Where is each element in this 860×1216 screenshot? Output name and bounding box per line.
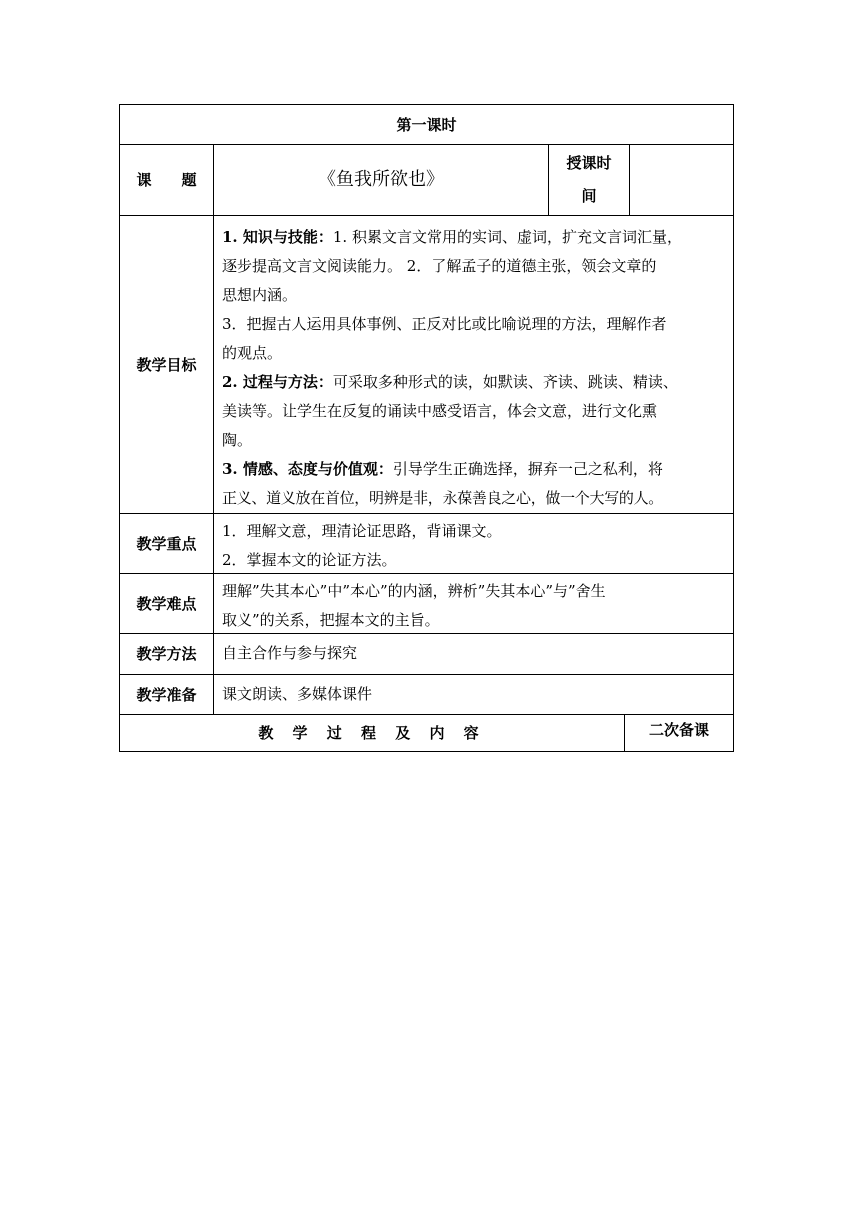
table-border xyxy=(213,144,214,714)
method-content xyxy=(222,639,730,668)
preparation-label: 教学准备 xyxy=(136,685,197,704)
difficulty-line: 理解”失其本心”中”本心”的内涵，辨析”失其本心”与”舍生 xyxy=(222,582,606,600)
table-border xyxy=(119,751,734,752)
goal-text: 正义、道义放在首位，明辨是非，永葆善良之心，做一个大写的人。 xyxy=(222,489,664,507)
goal-heading: 2. 过程与方法： xyxy=(222,373,333,391)
time-value xyxy=(630,145,733,215)
process-label: 教 学 过 程 及 内 容 xyxy=(258,724,486,742)
goal-text: 1. 积累文言文常用的实词、虚词，扩充文言词汇量， xyxy=(332,228,682,246)
goal-text: 陶。 xyxy=(222,431,253,449)
goal-text: 美读等。让学生在反复的诵读中感受语言，体会文意，进行文化熏 xyxy=(222,402,658,420)
difficulty-line: 取义”的关系，把握本文的主旨。 xyxy=(222,611,440,629)
goal-text: 引导学生正确选择，摒弃一己之私利，将 xyxy=(392,460,663,478)
key-point-line: 2．掌握本文的论证方法。 xyxy=(222,551,397,569)
goals-label: 教学目标 xyxy=(136,355,197,374)
goal-heading: 1. 知识与技能： xyxy=(222,228,333,246)
goal-text: 的观点。 xyxy=(222,344,283,362)
key-point-line: 1．理解文意，理清论证思路，背诵课文。 xyxy=(222,522,502,540)
table-border xyxy=(733,104,734,752)
key-points-content xyxy=(222,517,730,575)
goal-heading: 3. 情感、态度与价值观： xyxy=(222,460,393,478)
preparation-content xyxy=(222,680,730,709)
goal-text: 可采取多种形式的读，如默读、齐读、跳读、精读、 xyxy=(332,373,678,391)
method-value: 自主合作与参与探究 xyxy=(222,644,358,662)
goal-text: 逐步提高文言文阅读能力。 2．了解孟子的道德主张，领会文章的 xyxy=(222,257,657,275)
topic-title: 《鱼我所欲也》 xyxy=(318,169,444,190)
topic-label: 课 题 xyxy=(136,171,197,189)
secondary-prep-label: 二次备课 xyxy=(648,721,709,739)
method-label: 教学方法 xyxy=(136,645,197,663)
lesson-title: 第一课时 xyxy=(396,115,457,134)
key-points-label: 教学重点 xyxy=(136,534,197,553)
goal-text: 3．把握古人运用具体事例、正反对比或比喻说理的方法，理解作者 xyxy=(222,315,667,333)
goals-content xyxy=(222,223,730,513)
preparation-value: 课文朗读、多媒体课件 xyxy=(222,685,373,703)
difficulties-label: 教学难点 xyxy=(136,594,197,613)
difficulties-content xyxy=(222,577,730,635)
time-label-line-2: 间 xyxy=(581,187,597,205)
time-label xyxy=(549,145,629,215)
time-label-line-1: 授课时 xyxy=(566,154,612,172)
goal-text: 思想内涵。 xyxy=(222,286,298,304)
